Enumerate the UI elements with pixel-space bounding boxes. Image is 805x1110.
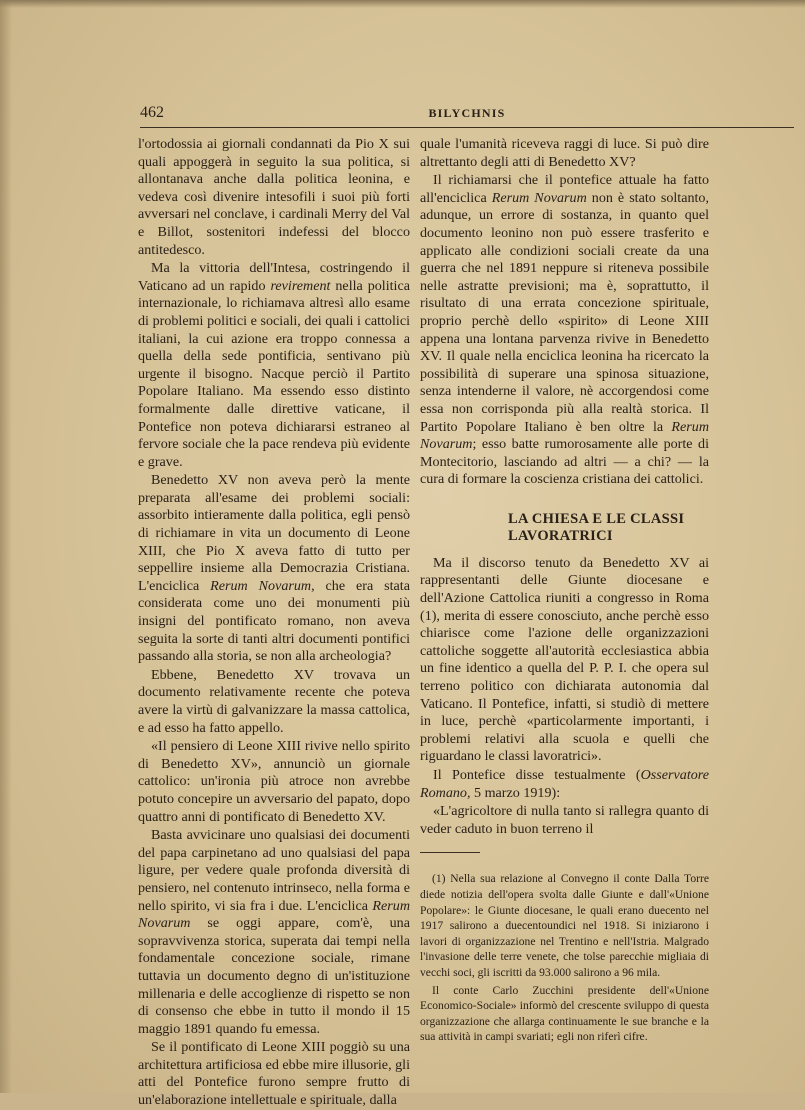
paragraph: quale l'umanità riceveva raggi di luce. Si può dire altrettanto degli atti di Benedetto XV? xyxy=(420,136,709,170)
paragraph: Ma la vittoria dell'Intesa, costringendo il Vaticano ad un rapido revirement nella politica internazionale, lo richiamava altresì allo esame di problemi politici e sociali, dei quali i cattolici italiani, la cui azione era troppo connessa a quella della sede pontificia, sentivano più urgente il bisogno. Nacque perciò il Partito Popolare Italiano. Ma essendo esso distinto formalmente dalle direttive vaticane, il Pontefice non poteva dichiararsi estraneo al fervore sociale che la pace rendeva più evidente e grave. xyxy=(138,260,410,470)
page-number: 462 xyxy=(140,104,164,121)
right-column xyxy=(420,136,709,1045)
paragraph: Ma il discorso tenuto da Benedetto XV ai rappresentanti delle Giunte diocesane e dell'Azione Cattolica riuniti a congresso in Roma (1), merita di essere conosciuto, anche perchè esso chiarisce come l'azione delle organizzazioni cattoliche soggette all'autorità ecclesiastica abbia un fine identico a quella del P. P. I. che opera sul terreno politico con dichiarata autonomia dal Vaticano. Il Pontefice, infatti, si studiò di mettere in luce, perchè «particolarmente importanti, i problemi relativi alla scuola e quelli che riguardano le classi lavoratrici». xyxy=(420,554,709,765)
paragraph: Il Pontefice disse testualmente (Osservatore Romano, 5 marzo 1919): xyxy=(420,767,709,801)
italic-term: revirement xyxy=(270,277,331,294)
italic-term: Rerum Novarum xyxy=(491,189,587,206)
paragraph: «Il pensiero di Leone XIII rivive nello spirito di Benedetto XV», annunciò un giornale cattolico: un'ironia più atroce non avrebbe potuto concepire un avversario del papato, dopo quattro anni di pontificato di Benedetto XV. xyxy=(138,738,410,825)
italic-term: Rerum Novarum, xyxy=(210,577,315,594)
page-header xyxy=(140,104,794,128)
section-heading: LA CHIESA E LE CLASSI LAVORATRICI xyxy=(508,510,685,544)
footnote: Il conte Carlo Zucchini presidente dell'«Unione Economico-Sociale» informò del crescente sviluppo di questa organizzazione che allarga continuamente le sue branche e la sua attività in campi svariati; egli non riferì cifre. xyxy=(420,983,709,1044)
paragraph: Benedetto XV non aveva però la mente preparata all'esame dei problemi sociali: assorbito intieramente dalla politica, egli pensò di richiamare in vita un documento di Leone XIII, che Pio X aveva fatto di tutto per seppellire insieme alla Democrazia Cristiana. L'enciclica Rerum Novarum, che era stata considerata come uno dei monumenti più insigni del pontificato romano, non aveva seguita la sorte di tanti altri documenti pontifici passando alla storia, se non alla archeologia? xyxy=(138,472,410,665)
italic-term: Osservatore Romano, xyxy=(420,767,709,801)
paragraph: Basta avvicinare uno qualsiasi dei documenti del papa carpinetano ad uno qualsiasi del papa ligure, per vedere quale profonda diversità di pensiero, nel contenuto intrinseco, nella forma e nello spirito, vi sia fra i due. L'enciclica Rerum Novarum se oggi appare, com'è, una sopravvivenza storica, superata dai tempi nella fondamentale concezione sociale, rimane tuttavia un documento degno di un'istituzione millenaria e delle accoglienze di rispetto se non di consenso che ebbe in tutto il mondo il 15 maggio 1891 quando fu emessa. xyxy=(138,827,410,1037)
paragraph: Se il pontificato di Leone XIII poggiò su una architettura artificiosa ed ebbe mire illusorie, gli atti del Pontefice furono sempre frutto di un'elaborazione intellettuale e spirituale, dalla xyxy=(138,1039,410,1109)
page-edge-shadow xyxy=(0,0,12,1093)
paragraph: Il richiamarsi che il pontefice attuale ha fatto all'enciclica Rerum Novarum non è stato soltanto, adunque, un errore di sostanza, in quanto quel documento leonino non può essere trasferito e applicato alle condizioni sociali create da una guerra che nel 1891 neppure si riteneva possibile nelle astratte previsioni; ma è, soprattutto, il risultato di una errata concezione spirituale, proprio perchè dello «spirito» di Leone XIII appena una lontana parvenza rivive in Benedetto XV. Il quale nella enciclica leonina ha ricercato la possibilità di superare una spinosa situazione, senza intenderne il valore, nè accorgendosi come essa non corrisponda più alla realtà storica. Il Partito Popolare Italiano è ben oltre la Rerum Novarum; esso batte rumorosamente alle porte di Montecitorio, lasciando ad altri — a chi? — la cura di formare la coscienza cristiana dei cattolici. xyxy=(420,172,709,488)
italic-term: Rerum Novarum xyxy=(420,418,709,453)
running-title: BILYCHNIS xyxy=(428,106,506,120)
footnotes xyxy=(420,871,709,1045)
italic-term: Rerum Novarum xyxy=(138,897,410,932)
paragraph: «L'agricoltore di nulla tanto si rallegra quanto di veder caduto in buon terreno il xyxy=(420,803,709,837)
page-top-shadow xyxy=(0,0,805,8)
footnote-rule xyxy=(420,852,480,853)
left-column xyxy=(138,136,410,1110)
paragraph: Ebbene, Benedetto XV trovava un documento relativamente recente che poteva avere la virtù di galvanizzare la massa cattolica, e ad esso ha fatto appello. xyxy=(138,666,410,736)
footnote: (1) Nella sua relazione al Convegno il conte Dalla Torre diede notizia dell'opera svolta dalle Giunte e dall'«Unione Popolare»: le Giunte diocesane, le quali erano duecento nel 1917 salirono a duecentoundici nel 1918. Si iniziarono i lavori di organizzazione nel Trentino e nell'Istria. Malgrado l'invasione delle terre venete, che tolse parecchie migliaia di vecchi soci, gli iscritti da 93.000 salirono a 96 mila. xyxy=(420,872,709,979)
header-rule xyxy=(140,127,794,128)
paragraph: l'ortodossia ai giornali condannati da Pio X sui quali appoggerà in seguito la sua politica, si allontanava anche dalla politica leonina, e vedeva così divenire intesofili i suoi più forti avversari nel conclave, i cardinali Merry del Val e Billot, sostenitori indefessi del blocco antitedesco. xyxy=(138,136,410,258)
